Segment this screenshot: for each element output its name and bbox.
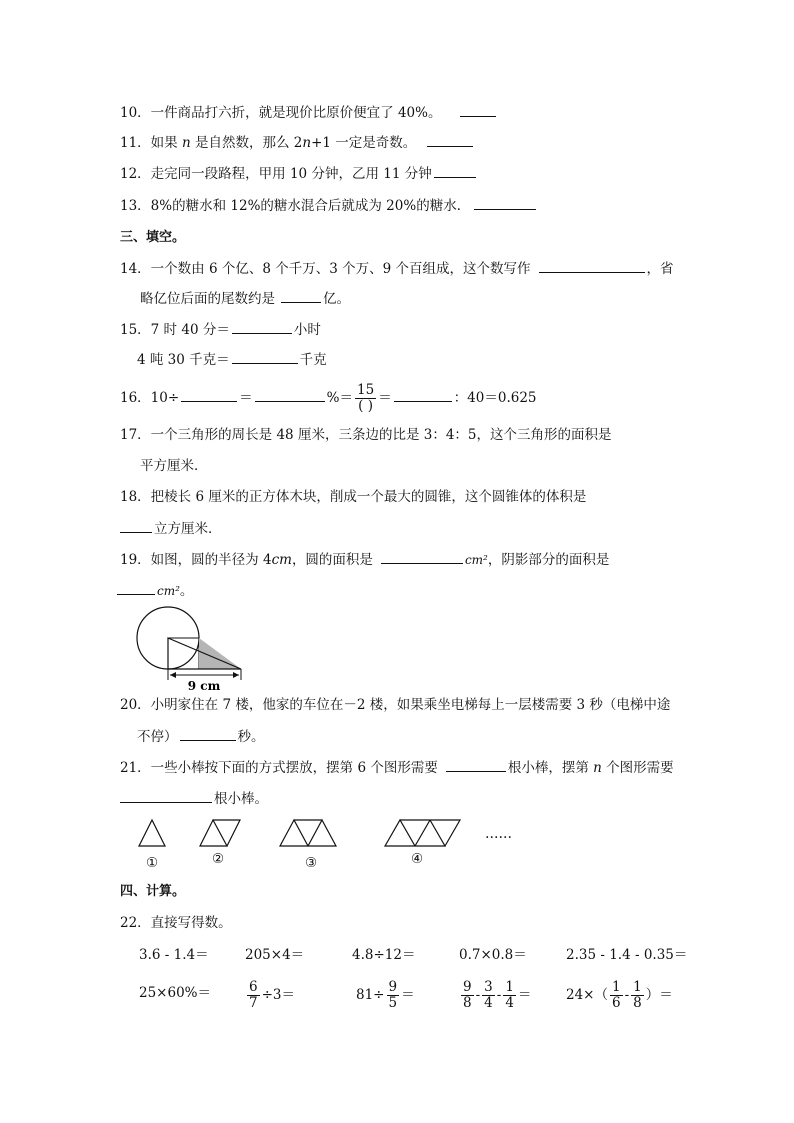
question-11-text: 是自然数，那么 2 bbox=[190, 135, 303, 151]
question-15-text: 千克 bbox=[299, 352, 327, 368]
fraction bbox=[503, 980, 516, 1011]
calc-item[interactable] bbox=[245, 980, 295, 1011]
question-11-text: +1 一定是奇数。 bbox=[311, 135, 417, 151]
question-18-text: 立方厘米． bbox=[154, 521, 222, 537]
pattern-label-1: ① bbox=[146, 855, 159, 871]
fraction-numerator: 9 bbox=[388, 979, 398, 995]
question-14-text: 亿。 bbox=[323, 291, 350, 307]
question-18-text: 18．把棱长 6 厘米的正方体木块，削成一个最大的圆锥，这个圆锥体的体积是 bbox=[120, 489, 587, 505]
variable-n: n bbox=[302, 135, 312, 151]
calc-text: ÷3＝ bbox=[261, 987, 295, 1003]
calc-item[interactable] bbox=[566, 980, 673, 1011]
fraction bbox=[631, 980, 644, 1011]
calc-item[interactable]: 2.35 - 1.4 - 0.35＝ bbox=[566, 947, 688, 963]
fraction-numerator: 15 bbox=[357, 382, 375, 398]
equals-sign: ＝ bbox=[239, 390, 253, 406]
question-22-title: 22．直接写得数。 bbox=[120, 915, 232, 931]
question-15-text: 4 吨 30 千克＝ bbox=[137, 352, 230, 368]
fraction-denominator: 8 bbox=[633, 995, 642, 1011]
question-11-text: 11．如果 bbox=[120, 135, 182, 151]
pattern-2-shape bbox=[200, 820, 240, 846]
fraction-denominator: 4 bbox=[484, 995, 493, 1011]
pattern-3-shape bbox=[280, 820, 336, 846]
question-20-text: 不停） bbox=[137, 729, 178, 745]
question-17-text: 17．一个三角形的周长是 48 厘米，三条边的比是 3：4：5，这个三角形的面积是 bbox=[120, 427, 612, 443]
question-14-text: ，省 bbox=[646, 261, 674, 277]
pattern-4-shape bbox=[385, 820, 460, 846]
variable-n: n bbox=[181, 135, 191, 151]
fraction-numerator: 1 bbox=[612, 979, 621, 995]
question-15-text: 15．7 时 40 分＝ bbox=[120, 322, 230, 338]
question-20-text: 20．小明家住在 7 楼，他家的车位在－2 楼，如果乘坐电梯每上一层楼需要 3 秒（电梯中途 bbox=[120, 697, 671, 713]
pattern-label-2: ② bbox=[212, 851, 225, 867]
fraction-denominator: 7 bbox=[249, 995, 258, 1011]
equals-sign: ＝ bbox=[378, 390, 392, 406]
fraction-denominator-blank[interactable]: ( ) bbox=[358, 398, 373, 414]
ellipsis: …… bbox=[485, 826, 512, 842]
dimension-label: 9 cm bbox=[187, 679, 221, 693]
question-16-text: %＝ bbox=[326, 390, 353, 406]
unit-cm2: cm² bbox=[157, 584, 180, 598]
minus-sign: - bbox=[624, 987, 630, 1003]
fraction-numerator: 9 bbox=[463, 979, 472, 995]
fraction bbox=[482, 980, 495, 1011]
fraction bbox=[247, 980, 260, 1011]
pattern-label-3: ③ bbox=[305, 855, 318, 871]
question-20-text: 秒。 bbox=[237, 729, 265, 745]
question-16-text: 16．10÷ bbox=[120, 390, 180, 406]
unit-cm2: cm² bbox=[464, 553, 488, 567]
fraction-numerator: 3 bbox=[484, 979, 493, 995]
calc-text: ＝ bbox=[401, 987, 415, 1003]
fraction-denominator: 4 bbox=[505, 995, 514, 1011]
question-10-text: 10．一件商品打六折，就是现价比原价便宜了 40%。 bbox=[120, 105, 442, 121]
fraction-denominator: 8 bbox=[463, 995, 472, 1011]
calc-text: 24×（ bbox=[566, 987, 608, 1003]
calc-item[interactable]: 3.6 - 1.4＝ bbox=[139, 947, 209, 963]
question-19-text: 19．如图，圆的半径为 4 bbox=[120, 552, 272, 568]
unit-cm: cm bbox=[271, 552, 292, 568]
fraction-numerator: 1 bbox=[633, 979, 642, 995]
question-14-text: 14．一个数由 6 个亿、8 个千万、3 个万、9 个百组成，这个数写作 bbox=[120, 261, 531, 277]
calc-item[interactable]: 25×60%＝ bbox=[139, 985, 211, 1001]
calc-item[interactable]: 4.8÷12＝ bbox=[352, 947, 416, 963]
fraction-numerator: 1 bbox=[505, 979, 514, 995]
question-17-text: 平方厘米． bbox=[140, 458, 208, 474]
fraction-numerator: 6 bbox=[249, 979, 258, 995]
calc-item[interactable]: 0.7×0.8＝ bbox=[459, 947, 527, 963]
section-heading-fill-in: 三、填空。 bbox=[120, 230, 186, 245]
question-21-text: 根小棒，摆第 bbox=[507, 760, 594, 776]
question-12-text: 12．走完同一段路程，甲用 10 分钟，乙用 11 分钟 bbox=[120, 166, 432, 182]
question-19-text: ，圆的面积是 bbox=[291, 552, 373, 568]
fraction bbox=[461, 980, 474, 1011]
question-16-text: ：40＝0.625 bbox=[453, 390, 537, 406]
calc-text: ＝ bbox=[517, 987, 532, 1003]
pattern-1-triangle bbox=[139, 820, 165, 846]
fraction bbox=[387, 980, 400, 1011]
pattern-label-4: ④ bbox=[411, 851, 424, 867]
question-19-text: 。 bbox=[179, 583, 194, 599]
calc-text: 81÷ bbox=[356, 987, 385, 1003]
fraction-denominator: 5 bbox=[388, 995, 398, 1011]
question-14-text: 略亿位后面的尾数约是 bbox=[140, 291, 275, 307]
calc-item[interactable] bbox=[459, 980, 531, 1011]
fraction-denominator: 6 bbox=[612, 995, 621, 1011]
fraction bbox=[610, 980, 623, 1011]
question-21-text: 个图形需要 bbox=[601, 760, 674, 776]
question-21-text: 21．一些小棒按下面的方式摆放，摆第 6 个图形需要 bbox=[120, 760, 438, 776]
calc-item[interactable] bbox=[356, 980, 415, 1011]
calc-item[interactable]: 205×4＝ bbox=[245, 947, 305, 963]
question-13-text: 13．8%的糖水和 12%的糖水混合后就成为 20%的糖水． bbox=[120, 198, 471, 214]
minus-sign: - bbox=[475, 987, 481, 1003]
calc-text: ）＝ bbox=[645, 987, 673, 1003]
minus-sign: - bbox=[496, 987, 502, 1003]
question-15-text: 小时 bbox=[293, 322, 321, 338]
question-21-text: 根小棒。 bbox=[214, 791, 268, 807]
variable-n: n bbox=[593, 760, 602, 776]
question-19-text: ，阴影部分的面积是 bbox=[487, 552, 610, 568]
section-heading-calculation: 四、计算。 bbox=[120, 884, 186, 899]
